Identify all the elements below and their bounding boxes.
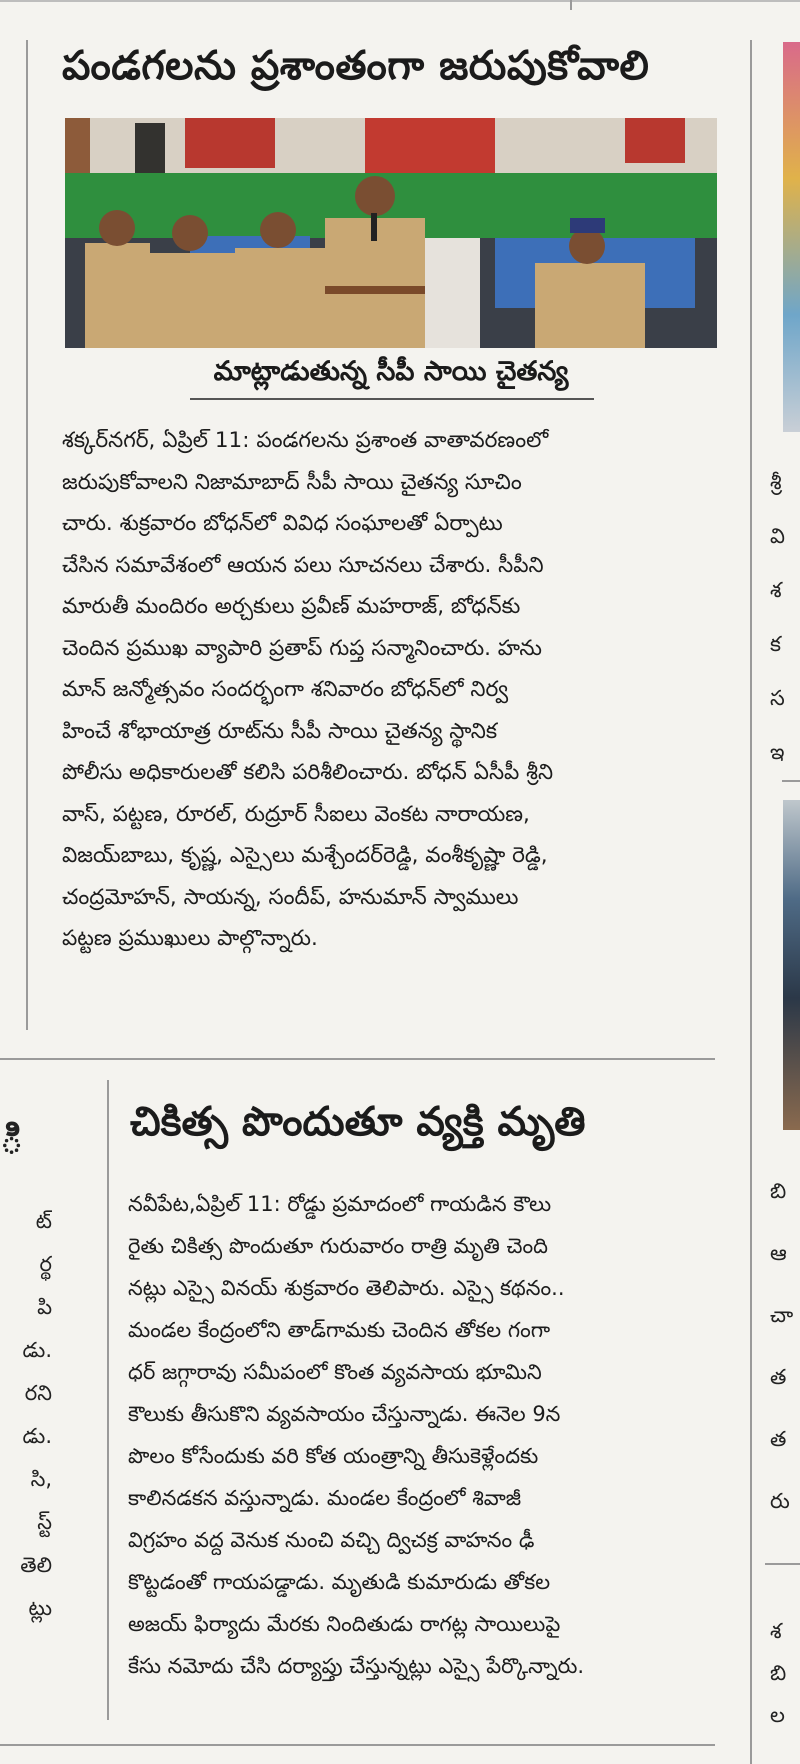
story1-line: చంద్రమోహన్, సాయన్న, సందీప్, హనుమాన్ స్వాములు [62,884,519,910]
top-tick [570,0,572,10]
story2-line: అజయ్ ఫిర్యాదు మేరకు నిందితుడు రాగట్ల సాయిలుపై [128,1612,561,1636]
story2-left-rule [107,1080,109,1720]
right-fragment-upper: శ్రీ వి శ క స ఇ [770,470,785,764]
story2-line: నవీపేట,ఏప్రిల్ 11: రోడ్డు ప్రమాదంలో గాయడిన కౌలు [128,1192,552,1216]
story-separator [0,1058,715,1060]
story1-line: వాస్, పట్టణ, రూరల్, రుద్రూర్ సీఐలు వెంకట నారాయణ, [62,801,530,827]
story1-line: జరుపుకోవాలని నిజామాబాద్ సీపీ సాయి చైతన్య సూచిం [62,469,522,495]
story1-headline: పండగలను ప్రశాంతంగా జరుపుకోవాలి [62,43,650,89]
story2-line: కొట్టడంతో గాయపడ్డాడు. మృతుడి కుమారుడు తోకల [128,1570,551,1594]
story1-line: చేసిన సమావేశంలో ఆయన పలు సూచనలు చేశారు. సీపీని [62,552,544,578]
right-fragment-middle: బి ఆ చా త త రు [770,1179,794,1513]
left-fragment-column: ట్ ర్థ పి డు. రని డు. సి, స్ట్ తెలి ట్లు [20,1209,52,1620]
right-photo-2 [783,800,800,1130]
story1-line: హించే శోభాయాత్ర రూట్‌ను సీపీ సాయి చైతన్య స్థానిక [62,718,498,744]
story2-line: ధర్ జగ్గారావు సమీపంలో కొంత వ్యవసాయ భూమిని [128,1360,542,1384]
story1-line: పోలీసు అధికారులతో కలిసి పరిశీలించారు. బోధన్ ఏసీపీ శ్రీని [62,760,554,785]
story2-line: నట్లు ఎస్సై వినయ్ శుక్రవారం తెలిపారు. ఎస్సై కథనం.. [128,1276,565,1300]
right-photo-1 [783,42,800,432]
top-rule [0,0,800,2]
story2-headline: చికిత్స పొందుతూ వ్యక్తి మృతి [130,1099,586,1145]
story1-line: మాన్ జన్మోత్సవం సందర్భంగా శనివారం బోధన్‌లో నిర్వ [62,677,509,702]
photo-caption: మాట్లాడుతున్న సీపీ సాయి చైతన్య [213,356,569,387]
caption-underline [190,398,594,400]
story2-line: కాలినడకన వస్తున్నాడు. మండల కేంద్రంలో శివాజీ [128,1486,522,1510]
story1-line: చారు. శుక్రవారం బోధన్‌లో వివిధ సంఘాలతో ఏర్పాటు [62,511,503,536]
left-fragment-glyph: ి [0,1117,24,1163]
story1-line: విజయ్‌బాబు, కృష్ణ, ఎస్సైలు మశ్చేందర్‌రెడ్డి, వంశీకృష్ణా రెడ్డి, [62,843,548,868]
right-column-rule [750,40,752,1764]
right-separator-2 [765,1563,800,1565]
story2-line: కేసు నమోదు చేసి దర్యాప్తు చేస్తున్నట్లు ఎస్సై పేర్కొన్నారు. [128,1654,585,1678]
story2-line: విగ్రహం వద్ద వెనుక నుంచి వచ్చి ద్విచక్ర వాహనం ఢీ [128,1528,535,1552]
story2-line: రైతు చికిత్స పొందుతూ గురువారం రాత్రి మృతి చెంది [128,1234,548,1258]
story2-line: కౌలుకు తీసుకొని వ్యవసాయం చేస్తున్నాడు. ఈనెల 9న [128,1402,561,1426]
story2-line: పొలం కోసేందుకు వరి కోత యంత్రాన్ని తీసుకెళ్లేందకు [128,1444,539,1468]
story1-line: మారుతీ మందిరం అర్చకులు ప్రవీణ్ మహరాజ్, బోధన్‌కు [62,594,521,619]
story1-photo [65,118,717,348]
right-fragment-lower: శ బి ల [770,1619,787,1727]
right-separator-1 [782,780,800,782]
story1-line: పట్టణ ప్రముఖులు పాల్గొన్నారు. [62,926,318,951]
story2-body [128,1183,720,1687]
story1-body [62,420,722,960]
story1-line: చెందిన ప్రముఖ వ్యాపారి ప్రతాప్ గుప్త సన్మానించారు. హను [62,635,542,661]
left-column-rule [26,40,28,1030]
story1-line: శక్కర్‌నగర్, ఏప్రిల్ 11: పండగలను ప్రశాంత వాతావరణంలో [62,428,549,453]
story2-line: మండల కేంద్రంలోని తాడ్‌గామకు చెందిన తోకల గంగా [128,1318,551,1342]
bottom-separator [0,1744,715,1746]
